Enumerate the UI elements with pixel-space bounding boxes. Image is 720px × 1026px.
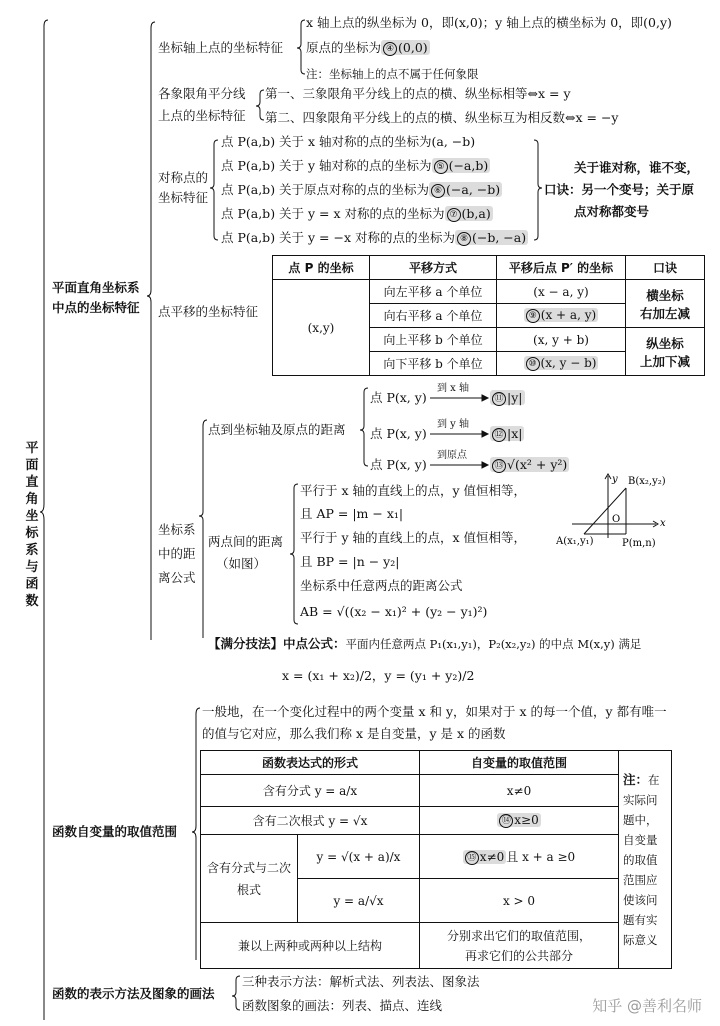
distance-line: 且 AP = |m − x₁| — [300, 506, 404, 521]
symmetry-label-line1: 对称点的 — [158, 170, 209, 185]
distance-figure — [556, 468, 686, 550]
translation-result: ⑩ (x, y − b) — [497, 352, 626, 376]
fig-x-label: x — [660, 518, 666, 529]
translation-result: ⑨ (x + a, y) — [497, 304, 626, 328]
domain-header: 自变量的取值范围 — [420, 751, 619, 775]
domain-range: ⑮ x≠0 且 x + a ≥0 — [420, 835, 619, 879]
fig-point-p: P(m,n) — [622, 538, 656, 549]
symmetry-tip-line2: 口诀：另一个变号；关于原 — [544, 182, 695, 197]
fig-point-a: A(x₁,y₁) — [556, 536, 594, 547]
distance-arrow-pre: 点 P(x, y) — [370, 390, 427, 405]
symmetry-label-line2: 坐标特征 — [158, 190, 209, 205]
axis-line2: 原点的坐标为 ④ (0,0) — [306, 40, 428, 55]
bisector-label-line1: 各象限角平分线 — [158, 86, 246, 101]
fig-point-b: B(x₂,y₂) — [628, 476, 666, 487]
sec1-label-line1: 平面直角坐标系 — [52, 280, 140, 295]
distance-label-line1: 坐标系 — [158, 522, 196, 537]
translation-header: 平移方式 — [370, 256, 497, 280]
distance-sub2-line1: 两点间的距离 — [208, 534, 284, 549]
midpoint-formula: x = (x₁ + x₂)/2，y = (y₁ + y₂)/2 — [282, 668, 475, 683]
symmetry-tip-line3: 点对称都变号 — [574, 204, 650, 219]
translation-point: (x,y) — [273, 280, 370, 376]
symmetry-item: 点 P(a,b) 关于 x 轴对称的点的坐标为(a, −b) — [221, 134, 476, 149]
distance-arrow-over: 到 x 轴 — [437, 383, 469, 394]
symmetry-item: 点 P(a,b) 关于原点对称的点的坐标为 ⑥ (−a, −b) — [221, 182, 501, 197]
domain-table — [200, 750, 672, 969]
distance-arrow-ans: ⑬ √(x² + y²) — [490, 457, 569, 473]
translation-way: 向左平移 a 个单位 — [370, 280, 497, 304]
symmetry-item: 点 P(a,b) 关于 y = x 对称的点的坐标为 ⑦ (b,a) — [221, 206, 491, 221]
translation-table — [272, 255, 705, 376]
distance-line: 且 BP = |n − y₂| — [300, 554, 400, 569]
axis-note: 注：坐标轴上的点不属于任何象限 — [306, 67, 479, 81]
fig-y-label: y — [612, 474, 618, 485]
representation-label: 函数的表示方法及图象的画法 — [52, 986, 215, 1001]
fig-origin: O — [612, 514, 621, 525]
translation-header: 口诀 — [626, 256, 705, 280]
domain-intro-line2: 的值与它对应，那么我们称 x 是自变量，y 是 x 的函数 — [202, 726, 506, 741]
domain-label: 函数自变量的取值范围 — [52, 824, 178, 839]
symmetry-tip-line1: 关于谁对称，谁不变， — [574, 160, 700, 175]
distance-sub1: 点到坐标轴及原点的距离 — [208, 422, 346, 437]
vertical-title: 平面直角坐标系与函数 — [25, 441, 39, 609]
domain-header: 函数表达式的形式 — [201, 751, 420, 775]
domain-range: ⑭ x≥0 — [420, 807, 619, 835]
distance-arrow-pre: 点 P(x, y) — [370, 457, 427, 472]
axis-line1: x 轴上点的纵坐标为 0，即(x,0)；y 轴上点的横坐标为 0，即(0,y) — [306, 15, 672, 30]
domain-range: x > 0 — [420, 879, 619, 923]
sec1-label-line2: 中点的坐标特征 — [52, 300, 140, 315]
distance-arrow-over: 到 y 轴 — [437, 419, 470, 430]
distance-line: 平行于 y 轴的直线上的点，x 值恒相等， — [300, 530, 527, 545]
distance-sub2-line2: （如图） — [216, 556, 267, 571]
representation-line1: 三种表示方法：解析式法、列表法、图象法 — [242, 974, 480, 989]
domain-group: 含有分式与二次根式 — [201, 835, 298, 923]
watermark: 知乎 @善利名师 — [592, 997, 702, 1015]
bisector-line1: 第一、三象限角平分线上的点的横、纵坐标相等⇔x = y — [265, 86, 571, 101]
domain-form: 含有二次根式 y = √x — [201, 807, 420, 835]
domain-range: x≠0 — [420, 775, 619, 807]
distance-label-line2: 中的距 — [158, 546, 196, 561]
domain-note: 注：在实际问题中，自变量的取值范围应使该问题有实际意义 — [619, 751, 672, 969]
domain-range: 分别求出它们的取值范围， 再求它们的公共部分 — [420, 923, 619, 969]
domain-intro-line1: 一般地，在一个变化过程中的两个变量 x 和 y，如果对于 x 的每一个值，y 都有唯一 — [202, 704, 667, 719]
translation-result: (x, y + b) — [497, 328, 626, 352]
axis-label: 坐标轴上点的坐标特征 — [158, 40, 284, 55]
distance-arrow-ans: ⑪ |y| — [490, 390, 525, 406]
distance-arrow-over: 到原点 — [437, 450, 467, 461]
symmetry-item: 点 P(a,b) 关于 y 轴对称的点的坐标为 ⑤ (−a,b) — [221, 158, 489, 173]
translation-header: 点 P 的坐标 — [273, 256, 370, 280]
translation-way: 向右平移 a 个单位 — [370, 304, 497, 328]
distance-arrow-pre: 点 P(x, y) — [370, 426, 427, 441]
symmetry-item: 点 P(a,b) 关于 y = −x 对称的点的坐标为 ⑧ (−b, −a) — [221, 230, 527, 245]
translation-rhyme: 纵坐标 上加下减 — [626, 328, 705, 376]
translation-way: 向上平移 b 个单位 — [370, 328, 497, 352]
translation-way: 向下平移 b 个单位 — [370, 352, 497, 376]
domain-form: 含有分式 y = a/x — [201, 775, 420, 807]
translation-header: 平移后点 P′ 的坐标 — [497, 256, 626, 280]
representation-line2: 函数图象的画法：列表、描点、连线 — [242, 998, 443, 1013]
domain-form: 兼以上两种或两种以上结构 — [201, 923, 420, 969]
midpoint-line: 【满分技法】中点公式：平面内任意两点 P₁(x₁,y₁)，P₂(x₂,y₂) 的中点 M(x,y) 满足 — [208, 636, 642, 651]
translation-rhyme: 横坐标 右加左减 — [626, 280, 705, 328]
translation-result: (x − a, y) — [497, 280, 626, 304]
distance-line: AB = √((x₂ − x₁)² + (y₂ − y₁)²) — [300, 604, 488, 619]
bisector-line2: 第二、四象限角平分线上的点的横、纵坐标互为相反数⇔x = −y — [265, 110, 619, 125]
translation-label: 点平移的坐标特征 — [158, 304, 259, 319]
bisector-label-line2: 上点的坐标特征 — [158, 108, 246, 123]
distance-line: 平行于 x 轴的直线上的点，y 值恒相等， — [300, 483, 527, 498]
domain-form: y = a/√x — [298, 879, 420, 923]
domain-form: y = √(x + a)/x — [298, 835, 420, 879]
distance-label-line3: 离公式 — [158, 570, 196, 585]
distance-arrow-ans: ⑫ |x| — [490, 426, 524, 442]
distance-line: 坐标系中任意两点的距离公式 — [300, 578, 463, 593]
